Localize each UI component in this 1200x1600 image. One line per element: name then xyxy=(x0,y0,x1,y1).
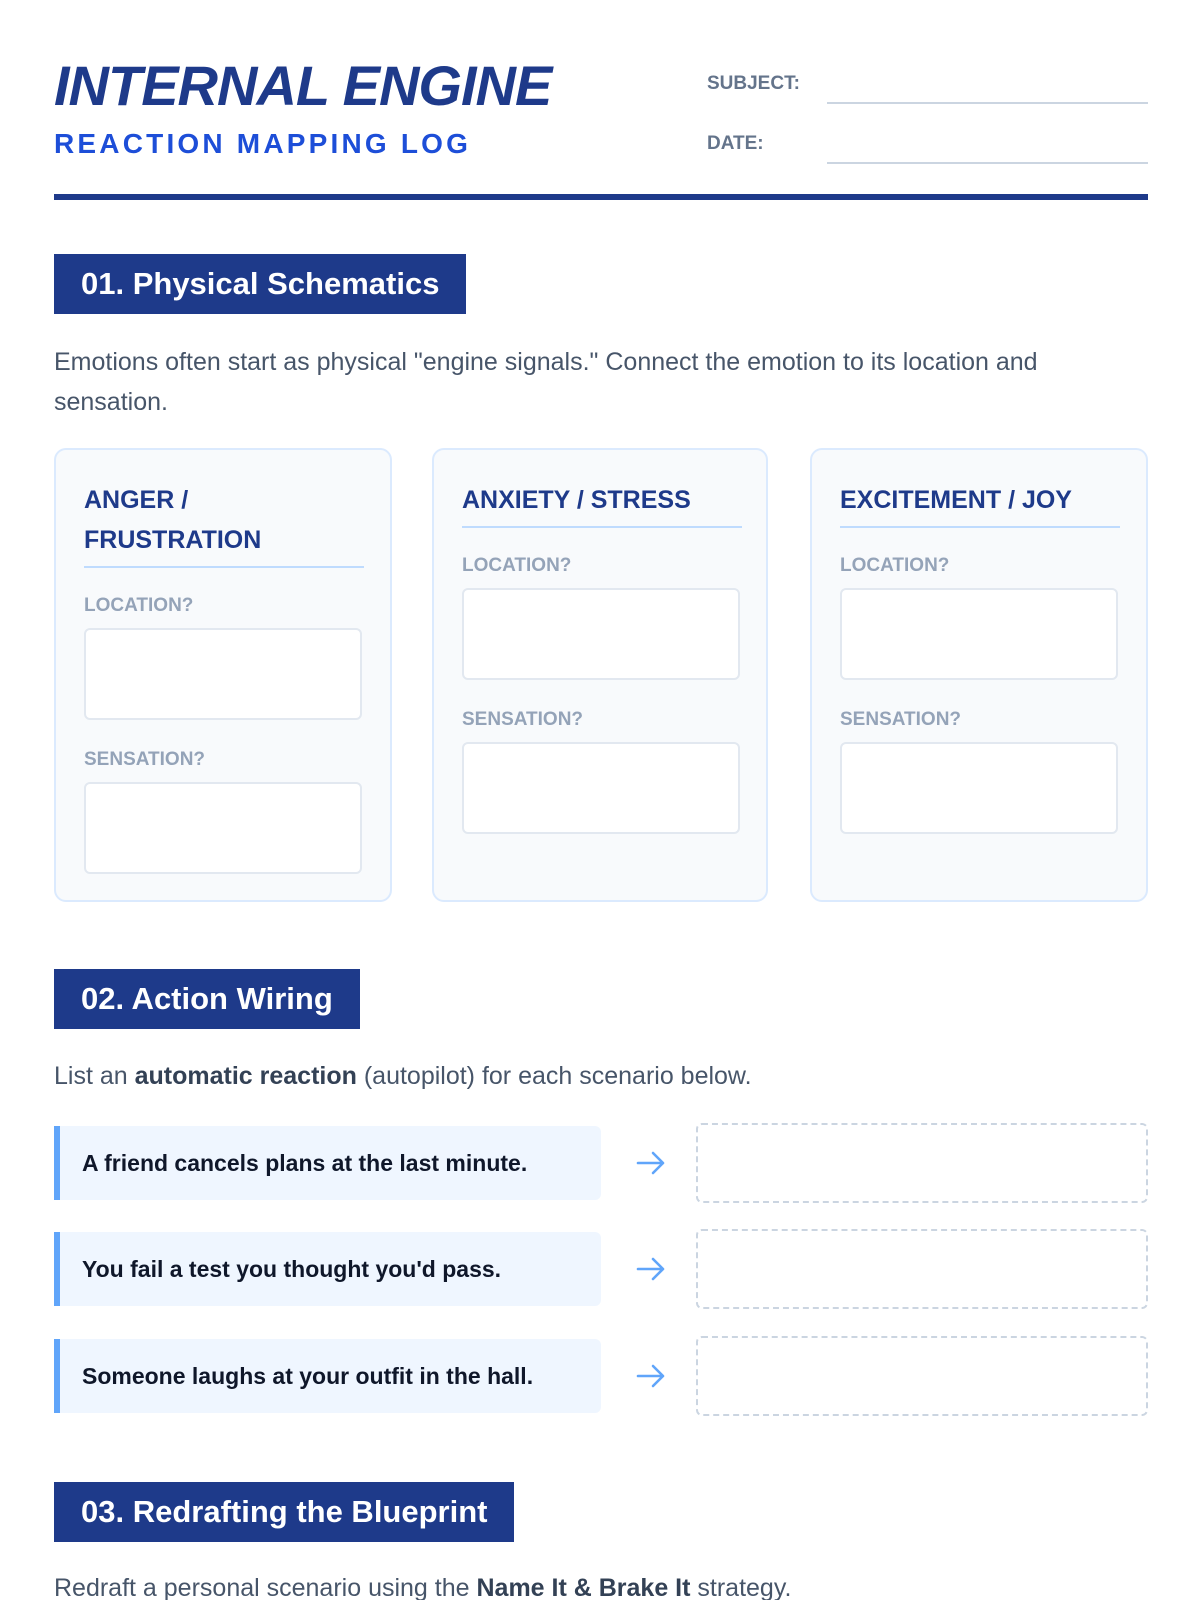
reaction-answer-box[interactable] xyxy=(696,1229,1148,1309)
worksheet-subtitle: REACTION MAPPING LOG xyxy=(54,128,472,159)
emotion-card-title: ANGER / FRUSTRATION xyxy=(84,480,364,568)
intro-emphasis: automatic reaction xyxy=(134,1062,357,1090)
scenario-text: You fail a test you thought you'd pass. xyxy=(82,1256,502,1282)
section-2-heading: 02. Action Wiring xyxy=(54,969,360,1029)
emotion-card-excitement xyxy=(810,448,1148,902)
sensation-input[interactable] xyxy=(840,742,1118,834)
subject-field[interactable] xyxy=(827,102,1148,104)
sensation-label: SENSATION? xyxy=(840,709,962,730)
worksheet-title: INTERNAL ENGINE xyxy=(54,54,552,117)
reaction-answer-box[interactable] xyxy=(696,1123,1148,1203)
intro-text: strategy. xyxy=(690,1574,792,1600)
intro-text: Redraft a personal scenario using the xyxy=(54,1574,477,1600)
worksheet-header xyxy=(54,50,1148,200)
location-label: LOCATION? xyxy=(840,555,950,576)
sensation-label: SENSATION? xyxy=(84,749,206,770)
scenario-card xyxy=(54,1126,601,1200)
section-3-intro xyxy=(54,1568,1148,1600)
arrow-right-icon xyxy=(634,1359,668,1393)
section-1-intro: Emotions often start as physical "engine signals." Connect the emotion to its location and sensation. xyxy=(54,348,1038,416)
arrow-right-icon xyxy=(634,1146,668,1180)
scenario-text: A friend cancels plans at the last minute. xyxy=(82,1150,528,1176)
sensation-label: SENSATION? xyxy=(462,709,584,730)
reaction-answer-box[interactable] xyxy=(696,1336,1148,1416)
section-1-heading: 01. Physical Schematics xyxy=(54,254,466,314)
emotion-card-anxiety xyxy=(432,448,768,902)
location-input[interactable] xyxy=(840,588,1118,680)
emotion-card-title: EXCITEMENT / JOY xyxy=(840,480,1120,528)
arrow-right-icon xyxy=(634,1252,668,1286)
worksheet-page xyxy=(54,0,1148,1600)
sensation-input[interactable] xyxy=(462,742,740,834)
emotion-card-anger xyxy=(54,448,392,902)
location-input[interactable] xyxy=(84,628,362,720)
emotion-card-title: ANXIETY / STRESS xyxy=(462,480,742,528)
intro-emphasis: Name It & Brake It xyxy=(476,1574,691,1600)
sensation-input[interactable] xyxy=(84,782,362,874)
date-field[interactable] xyxy=(827,162,1148,164)
header-divider xyxy=(54,194,1148,200)
section-3-heading: 03. Redrafting the Blueprint xyxy=(54,1482,514,1542)
subject-label: SUBJECT: xyxy=(707,73,800,94)
section-2-intro xyxy=(54,1056,1148,1096)
scenario-text: Someone laughs at your outfit in the hall. xyxy=(82,1363,534,1389)
location-label: LOCATION? xyxy=(462,555,572,576)
scenario-card xyxy=(54,1339,601,1413)
location-input[interactable] xyxy=(462,588,740,680)
scenario-card xyxy=(54,1232,601,1306)
location-label: LOCATION? xyxy=(84,595,194,616)
intro-text: (autopilot) for each scenario below. xyxy=(356,1062,752,1090)
intro-text: List an xyxy=(54,1062,135,1090)
date-label: DATE: xyxy=(707,133,764,154)
